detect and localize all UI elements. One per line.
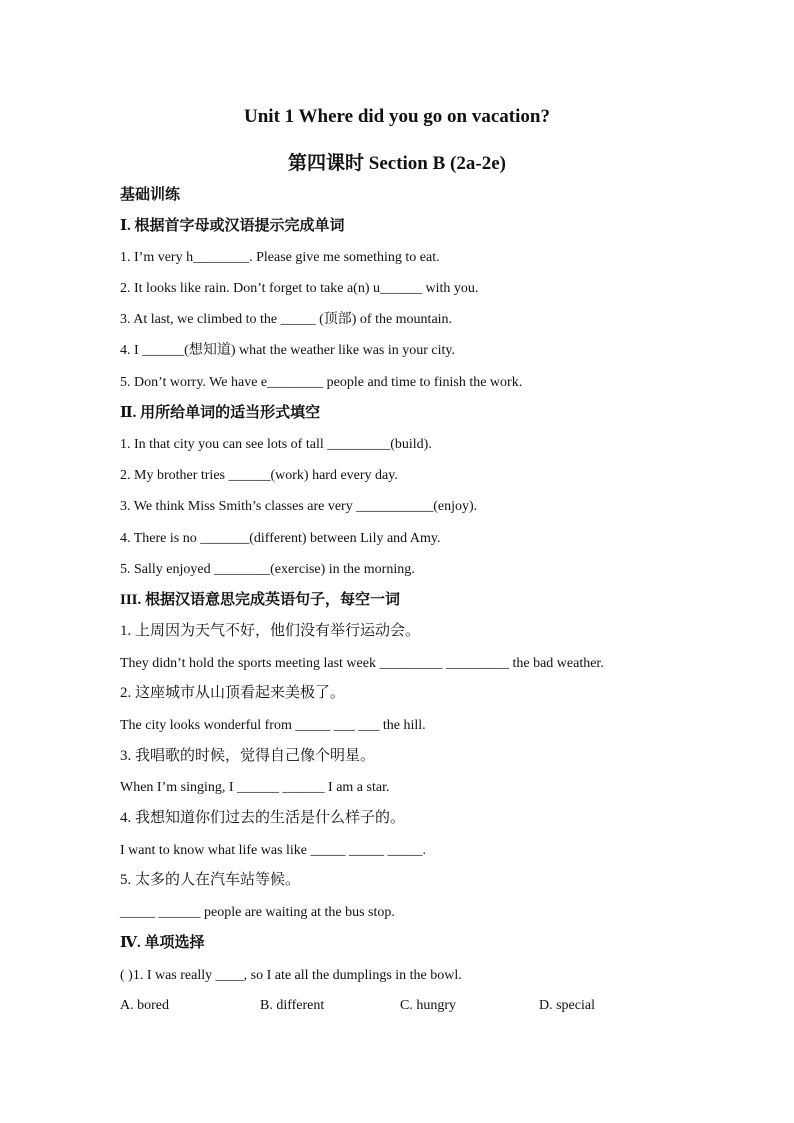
option-a: A. bored — [120, 998, 169, 1013]
part2-item: 4. There is no _______(different) between Lily and Amy. — [120, 531, 441, 546]
part3-item-cn: 2. 这座城市从山顶看起来美极了。 — [120, 685, 346, 701]
part1-item: 2. It looks like rain. Don’t forget to take a(n) u______ with you. — [120, 281, 479, 296]
part1-item: 1. I’m very h________. Please give me something to eat. — [120, 250, 440, 265]
option-d: D. special — [539, 998, 595, 1013]
part3-heading: III. 根据汉语意思完成英语句子，每空一词 — [120, 592, 401, 608]
part3-item-cn: 3. 我唱歌的时候，觉得自己像个明星。 — [120, 748, 376, 764]
part2-item: 3. We think Miss Smith’s classes are very ___________(enjoy). — [120, 499, 478, 514]
part1-item: 4. I ______(想知道) what the weather like was in your city. — [120, 343, 456, 358]
part3-item-en: The city looks wonderful from _____ ___ ___ the hill. — [120, 718, 426, 733]
part2-heading: Ⅱ. 用所给单词的适当形式填空 — [120, 405, 321, 421]
part3-item-en: _____ ______ people are waiting at the bus stop. — [120, 905, 395, 920]
section-label: 基础训练 — [120, 187, 181, 203]
part1-heading: Ⅰ. 根据首字母或汉语提示完成单词 — [120, 218, 345, 234]
page-subtitle: 第四课时 Section B (2a-2e) — [288, 153, 506, 174]
part3-item-cn: 4. 我想知道你们过去的生活是什么样子的。 — [120, 810, 406, 826]
part1-item: 3. At last, we climbed to the _____ (顶部) of the mountain. — [120, 312, 453, 327]
part3-item-cn: 5. 太多的人在汽车站等候。 — [120, 872, 301, 888]
part1-item: 5. Don’t worry. We have e________ people and time to finish the work. — [120, 375, 523, 390]
option-c: C. hungry — [400, 998, 456, 1013]
option-b: B. different — [260, 998, 325, 1013]
part3-item-en: When I’m singing, I ______ ______ I am a star. — [120, 780, 390, 795]
part3-item-en: I want to know what life was like _____ _____ _____. — [120, 843, 427, 858]
part4-heading: Ⅳ. 单项选择 — [120, 935, 205, 951]
answer-options — [120, 998, 680, 1016]
part3-item-en: They didn’t hold the sports meeting last week _________ _________ the bad weather. — [120, 656, 604, 671]
part2-item: 5. Sally enjoyed ________(exercise) in the morning. — [120, 562, 415, 577]
part4-question: ( )1. I was really ____, so I ate all the dumplings in the bowl. — [120, 968, 462, 983]
page-title: Unit 1 Where did you go on vacation? — [244, 106, 550, 127]
part3-item-cn: 1. 上周因为天气不好，他们没有举行运动会。 — [120, 623, 421, 639]
part2-item: 1. In that city you can see lots of tall _________(build). — [120, 437, 432, 452]
part2-item: 2. My brother tries ______(work) hard every day. — [120, 468, 398, 483]
